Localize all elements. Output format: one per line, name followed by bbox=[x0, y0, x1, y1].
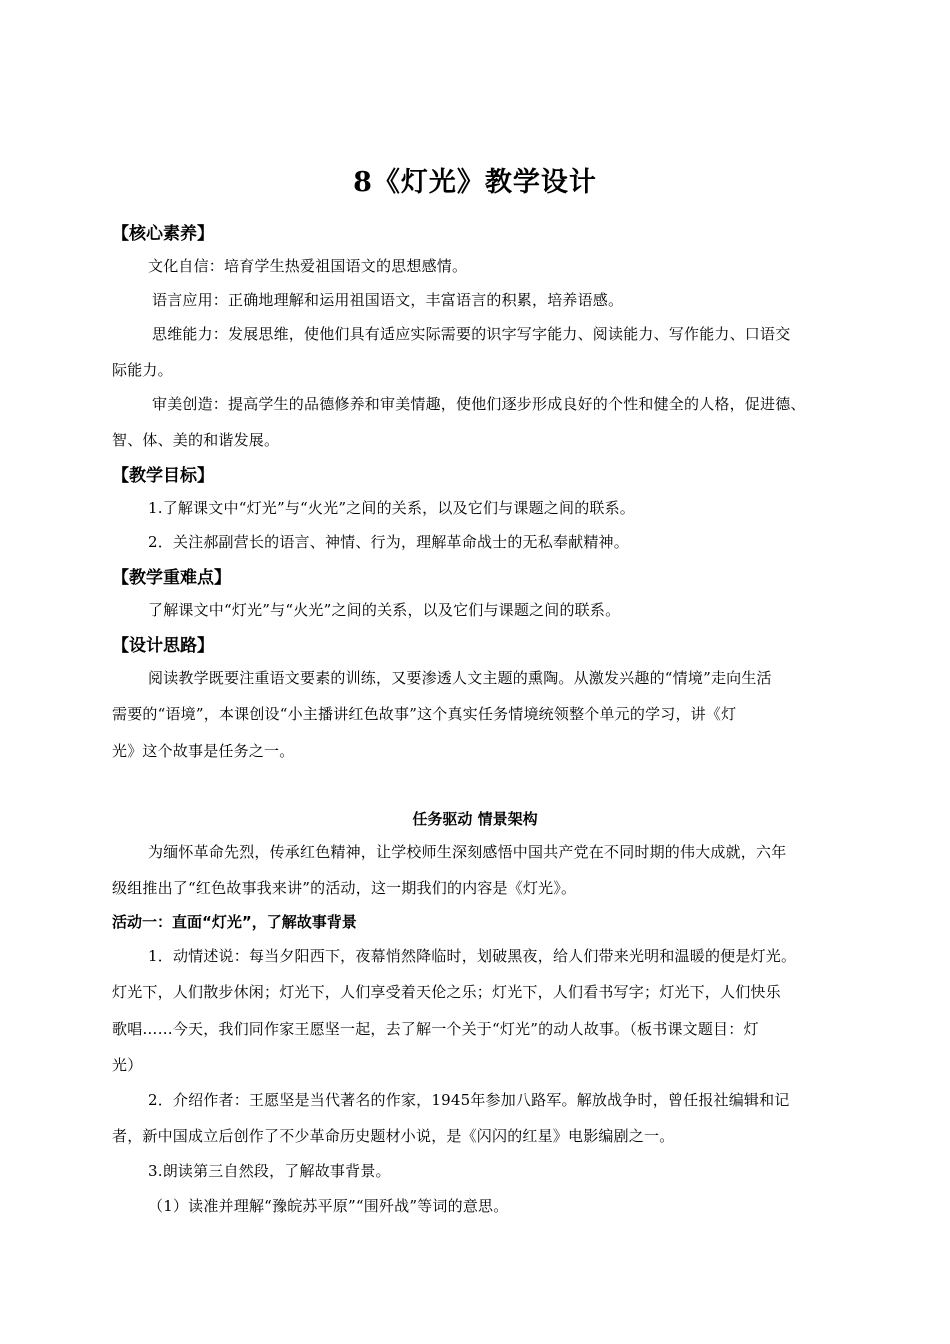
paragraph-line: 文化自信：培育学生热爱祖国语文的思想感情。 bbox=[148, 257, 468, 275]
paragraph-line: 语言应用：正确地理解和运用祖国语文，丰富语言的积累，培养语感。 bbox=[152, 291, 624, 309]
task-heading: 任务驱动 情景架构 bbox=[412, 810, 538, 828]
section-heading-difficulty: 【教学重难点】 bbox=[112, 568, 231, 588]
paragraph-line: 光） bbox=[112, 1056, 143, 1074]
paragraph-line: 思维能力：发展思维，使他们具有适应实际需要的识字写字能力、阅读能力、写作能力、口语交 bbox=[152, 325, 791, 343]
section-heading-design: 【设计思路】 bbox=[112, 636, 214, 656]
paragraph-line: 歌唱……今天，我们同作家王愿坚一起，去了解一个关于“灯光”的动人故事。（板书课文题目：灯 bbox=[112, 1020, 759, 1038]
paragraph-line: 灯光下，人们散步休闲；灯光下，人们享受着天伦之乐；灯光下，人们看书写字；灯光下，人们快乐 bbox=[112, 983, 781, 1001]
paragraph-line: 了解课文中“灯光”与“火光”之间的关系，以及它们与课题之间的联系。 bbox=[148, 601, 621, 619]
paragraph-line: 2．关注郝副营长的语言、神情、行为，理解革命战士的无私奉献精神。 bbox=[148, 533, 629, 551]
paragraph-line: 阅读教学既要注重语文要素的训练，又要渗透人文主题的熏陶。从激发兴趣的“情境”走向生活 bbox=[148, 669, 772, 687]
paragraph-line: 审美创造：提高学生的品德修养和审美情趣，使他们逐步形成良好的个性和健全的人格，促进德、 bbox=[152, 395, 806, 413]
paragraph-line: 为缅怀革命先烈，传承红色精神，让学校师生深刻感悟中国共产党在不同时期的伟大成就，六年 bbox=[148, 843, 787, 861]
section-heading-goals: 【教学目标】 bbox=[112, 466, 214, 486]
paragraph-line: 2．介绍作者：王愿坚是当代著名的作家，1945年参加八路军。解放战争时，曾任报社编辑和记 bbox=[148, 1091, 790, 1109]
paragraph-line: 级组推出了“红色故事我来讲”的活动，这一期我们的内容是《灯光》。 bbox=[112, 879, 577, 897]
document-title: 8《灯光》教学设计 bbox=[353, 167, 597, 198]
section-heading-core: 【核心素养】 bbox=[112, 224, 214, 244]
activity-heading: 活动一：直面“灯光”，了解故事背景 bbox=[112, 913, 357, 931]
paragraph-line: 智、体、美的和谐发展。 bbox=[112, 431, 280, 449]
paragraph-line: 3.朗读第三自然段，了解故事背景。 bbox=[148, 1162, 391, 1180]
paragraph-line: 需要的“语境”，本课创设“小主播讲红色故事”这个真实任务情境统领整个单元的学习，讲《灯 bbox=[112, 705, 737, 723]
paragraph-line: 1.了解课文中“灯光”与“火光”之间的关系，以及它们与课题之间的联系。 bbox=[148, 499, 635, 517]
paragraph-line: 际能力。 bbox=[112, 361, 173, 379]
paragraph-line: 者，新中国成立后创作了不少革命历史题材小说，是《闪闪的红星》电影编剧之一。 bbox=[112, 1127, 675, 1145]
paragraph-line: 光》这个故事是任务之一。 bbox=[112, 742, 295, 760]
paragraph-line: （1）读准并理解“豫皖苏平原”“围歼战”等词的意思。 bbox=[148, 1197, 509, 1215]
paragraph-line: 1．动情述说：每当夕阳西下，夜幕悄然降临时，划破黑夜，给人们带来光明和温暖的便是灯光。 bbox=[148, 947, 797, 965]
